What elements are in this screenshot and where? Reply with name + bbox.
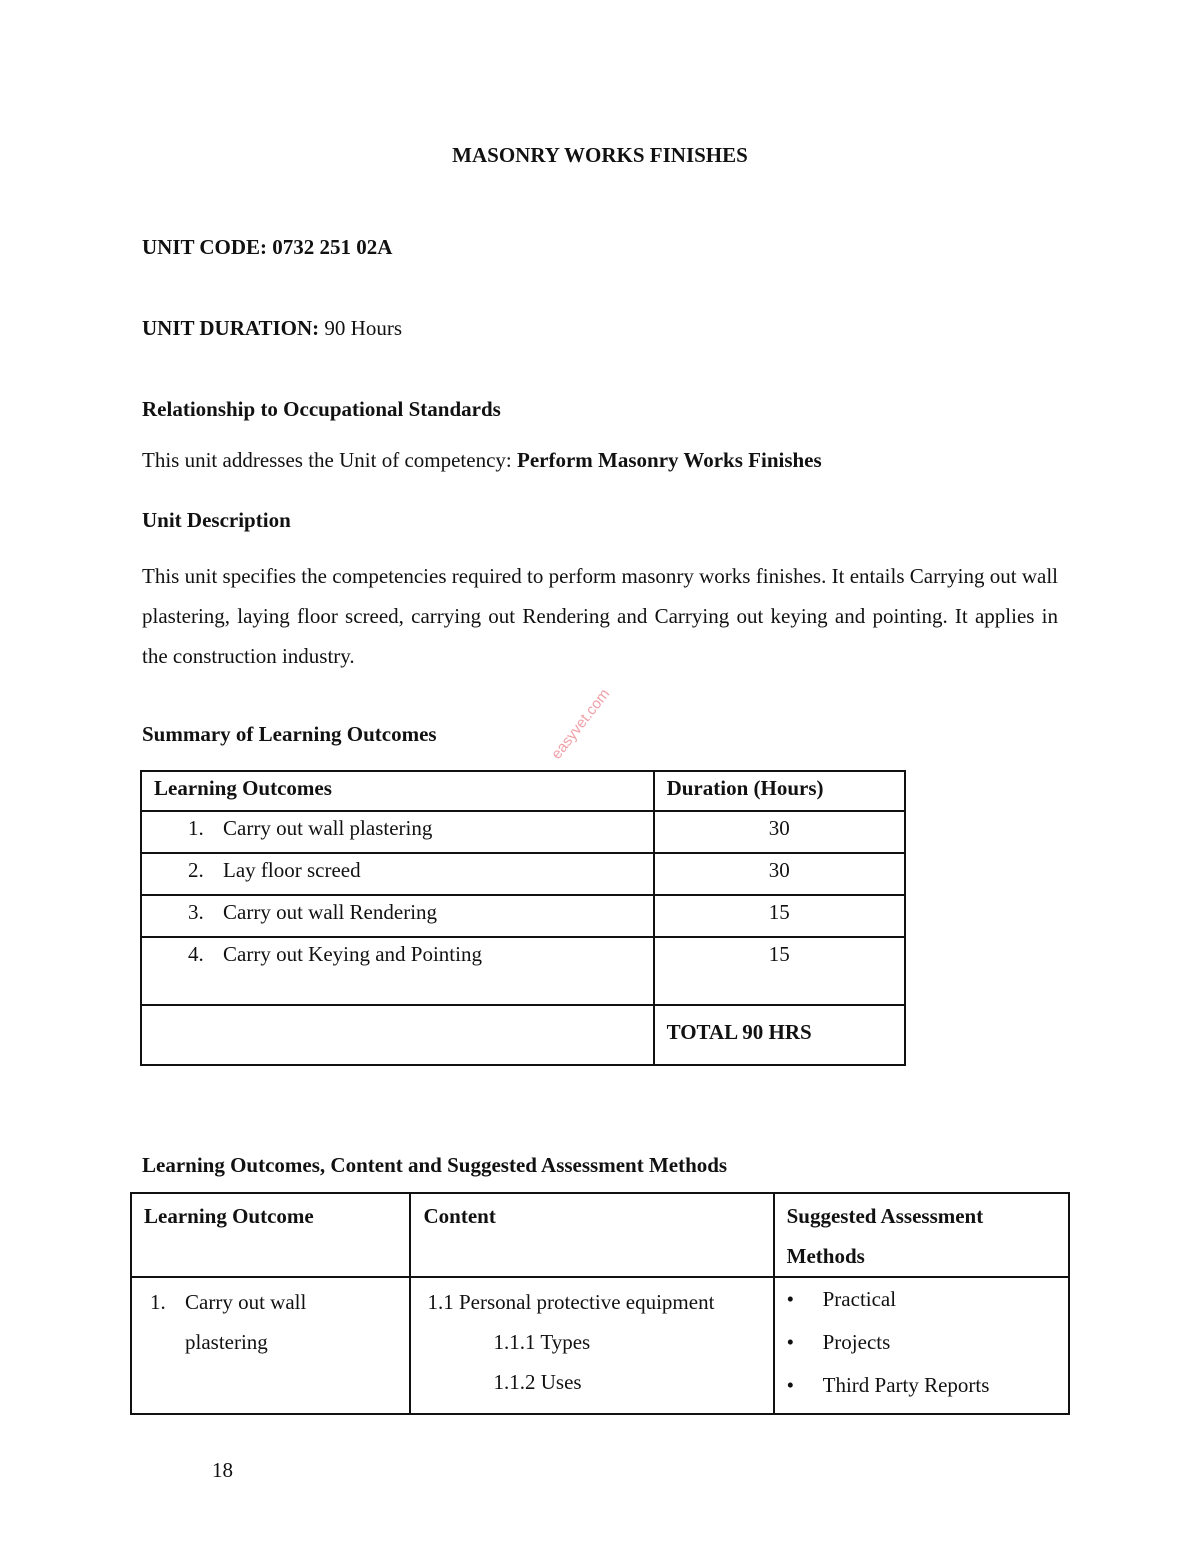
total-row xyxy=(141,1005,905,1065)
outcome-cell xyxy=(141,937,654,1005)
outcome-number: 1. xyxy=(150,1290,166,1314)
content-sub: 1.1.2 Uses xyxy=(493,1370,582,1394)
outcome-cell xyxy=(141,811,654,853)
duration-cell: 30 xyxy=(654,811,905,853)
header-assessment-methods: Suggested Assessment Methods xyxy=(774,1193,1069,1277)
outcome-text: Carry out wall Rendering xyxy=(223,900,438,924)
outcome-text: Carry out wall plastering xyxy=(223,816,433,840)
outcome-cell xyxy=(141,895,654,937)
methods-list xyxy=(787,1278,1058,1407)
total-cell: TOTAL 90 HRS xyxy=(654,1005,905,1065)
outcome-number: 3. xyxy=(188,900,204,924)
assessment-table xyxy=(130,1192,1070,1415)
list-item: • Projects xyxy=(787,1321,1058,1364)
page-title: MASONRY WORKS FINISHES xyxy=(452,143,748,167)
summary-header-duration: Duration (Hours) xyxy=(654,771,905,811)
outcome-cell xyxy=(141,853,654,895)
table-row xyxy=(141,811,905,853)
unit-code: UNIT CODE: 0732 251 02A xyxy=(142,235,393,259)
assessment-header-row xyxy=(131,1193,1069,1277)
unit-duration-value: 90 Hours xyxy=(319,316,403,340)
summary-heading: Summary of Learning Outcomes xyxy=(142,722,437,746)
table-row xyxy=(141,937,905,1005)
assessment-heading: Learning Outcomes, Content and Suggested Assessment Methods xyxy=(142,1153,728,1177)
outcome-text: Carry out Keying and Pointing xyxy=(223,942,482,966)
relationship-prefix: This unit addresses the Unit of competency: xyxy=(142,448,517,472)
table-row xyxy=(131,1277,1069,1414)
list-item: • Third Party Reports xyxy=(787,1364,1058,1407)
duration-cell: 15 xyxy=(654,895,905,937)
relationship-text xyxy=(142,448,822,473)
content-sub: 1.1.1 Types xyxy=(493,1330,591,1354)
watermark: easyvet.com xyxy=(548,685,614,763)
unit-duration xyxy=(142,316,402,341)
outcome-number: 4. xyxy=(188,942,204,966)
summary-header-row xyxy=(141,771,905,811)
outcome-number: 1. xyxy=(188,816,204,840)
description-paragraph: This unit specifies the competencies required to perform masonry works finishes. It entails Carrying out wall plastering, laying floor screed, carrying out Rendering and Carrying out keying and pointing. It applies in the construction industry. xyxy=(142,564,1058,668)
relationship-heading: Relationship to Occupational Standards xyxy=(142,397,501,421)
content-main: 1.1 Personal protective equipment xyxy=(427,1290,715,1314)
list-item: • Practical xyxy=(787,1278,1058,1321)
relationship-unit: Perform Masonry Works Finishes xyxy=(517,448,822,472)
outcome-number: 2. xyxy=(188,858,204,882)
page-number: 18 xyxy=(212,1458,233,1482)
outcome-line xyxy=(150,1282,399,1322)
header-content: Content xyxy=(410,1193,773,1277)
outcome-text: Carry out wall xyxy=(185,1290,307,1314)
summary-table xyxy=(140,770,906,1066)
outcome-cell xyxy=(131,1277,410,1414)
total-empty-cell xyxy=(141,1005,654,1065)
table-row xyxy=(141,895,905,937)
duration-cell: 30 xyxy=(654,853,905,895)
unit-duration-label: UNIT DURATION: xyxy=(142,316,320,340)
outcome-text-continued: plastering xyxy=(185,1330,268,1354)
table-row xyxy=(141,853,905,895)
content-cell xyxy=(410,1277,773,1414)
header-learning-outcome: Learning Outcome xyxy=(131,1193,410,1277)
outcome-text: Lay floor screed xyxy=(223,858,361,882)
methods-cell xyxy=(774,1277,1069,1414)
summary-header-outcomes: Learning Outcomes xyxy=(141,771,654,811)
duration-cell: 15 xyxy=(654,937,905,1005)
description-heading: Unit Description xyxy=(142,508,291,532)
